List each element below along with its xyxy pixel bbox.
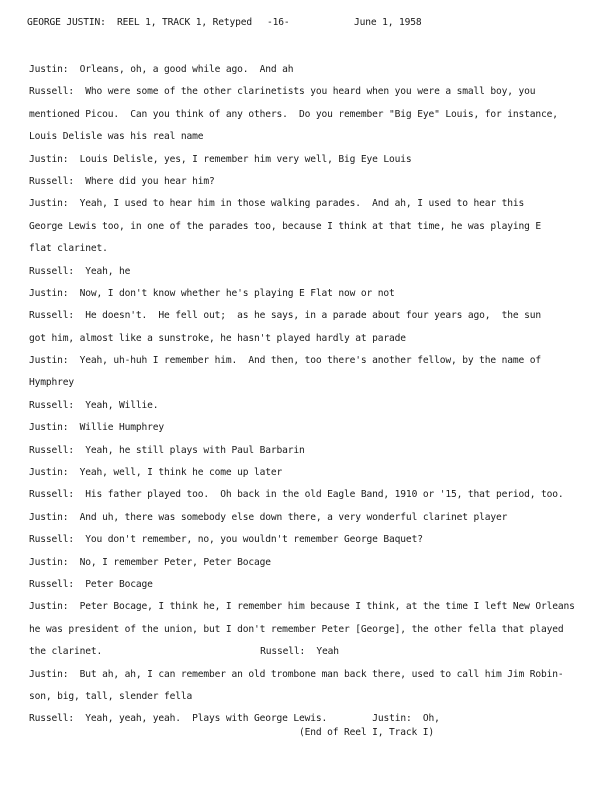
end-of-track-note: (End of Reel I, Track I) <box>299 727 435 739</box>
transcript-line: got him, almost like a sunstroke, he hasn't played hardly at parade <box>29 332 406 344</box>
page-header <box>27 17 597 31</box>
header-date: June 1, 1958 <box>354 17 422 28</box>
transcript-line: Russell: Yeah, he <box>29 265 131 277</box>
transcript-line: Russell: Yeah, he still plays with Paul Barbarin <box>29 444 305 456</box>
transcript-line: George Lewis too, in one of the parades too, because I think at that time, he was playing E <box>29 220 541 232</box>
transcript-line-with-reply <box>29 712 597 726</box>
transcript-line: mentioned Picou. Can you think of any others. Do you remember "Big Eye" Louis, for instance, <box>29 108 558 120</box>
transcript-line: Justin: Louis Delisle, yes, I remember him very well, Big Eye Louis <box>29 153 412 165</box>
transcript-line: Russell: You don't remember, no, you wouldn't remember George Baquet? <box>29 534 423 546</box>
transcript-line: Justin: Yeah, I used to hear him in those walking parades. And ah, I used to hear this <box>29 198 525 210</box>
transcript-line: Justin: Yeah, well, I think he come up later <box>29 467 283 479</box>
transcript-line: Hymphrey <box>29 377 75 389</box>
transcript-line: Russell: He doesn't. He fell out; as he says, in a parade about four years ago, the sun <box>29 310 541 322</box>
inline-reply: Justin: Oh, <box>372 713 440 725</box>
transcript-line: flat clarinet. <box>29 243 108 255</box>
transcript-line-text: the clarinet. <box>29 646 103 658</box>
transcript-line: Justin: Willie Humphrey <box>29 422 165 434</box>
header-title: GEORGE JUSTIN: REEL 1, TRACK 1, Retyped <box>27 17 253 28</box>
transcript-line: Justin: Orleans, oh, a good while ago. And ah <box>29 64 294 75</box>
transcript-line: Russell: His father played too. Oh back in the old Eagle Band, 1910 or '15, that period, too. <box>29 489 564 501</box>
transcript-line: Justin: No, I remember Peter, Peter Bocage <box>29 556 271 568</box>
transcript-line-text: Russell: Yeah, yeah, yeah. Plays with George Lewis. <box>29 713 328 725</box>
transcript-body <box>29 63 597 740</box>
header-page-number: -16- <box>267 17 290 28</box>
transcript-line: Justin: But ah, ah, I can remember an old trombone man back there, used to call him Jim Robin- <box>29 668 564 680</box>
transcript-line: Justin: And uh, there was somebody else down there, a very wonderful clarinet player <box>29 511 508 523</box>
transcript-line: Russell: Where did you hear him? <box>29 175 215 187</box>
inline-reply: Russell: Yeah <box>260 646 339 658</box>
transcript-line-with-reply <box>29 645 597 667</box>
transcript-line: Russell: Yeah, Willie. <box>29 399 159 411</box>
transcript-line: Louis Delisle was his real name <box>29 131 204 143</box>
transcript-line: Justin: Peter Bocage, I think he, I remember him because I think, at the time I left New Orleans <box>29 601 575 613</box>
transcript-line: Russell: Who were some of the other clarinetists you heard when you were a small boy, you <box>29 86 536 98</box>
transcript-line: Russell: Peter Bocage <box>29 578 153 590</box>
transcript-line: Justin: Now, I don't know whether he's playing E Flat now or not <box>29 287 395 299</box>
transcript-line: he was president of the union, but I don't remember Peter [George], the other fella that played <box>29 623 564 635</box>
transcript-line: Justin: Yeah, uh-huh I remember him. And then, too there's another fellow, by the name of <box>29 355 541 367</box>
transcript-line: son, big, tall, slender fella <box>29 690 193 702</box>
